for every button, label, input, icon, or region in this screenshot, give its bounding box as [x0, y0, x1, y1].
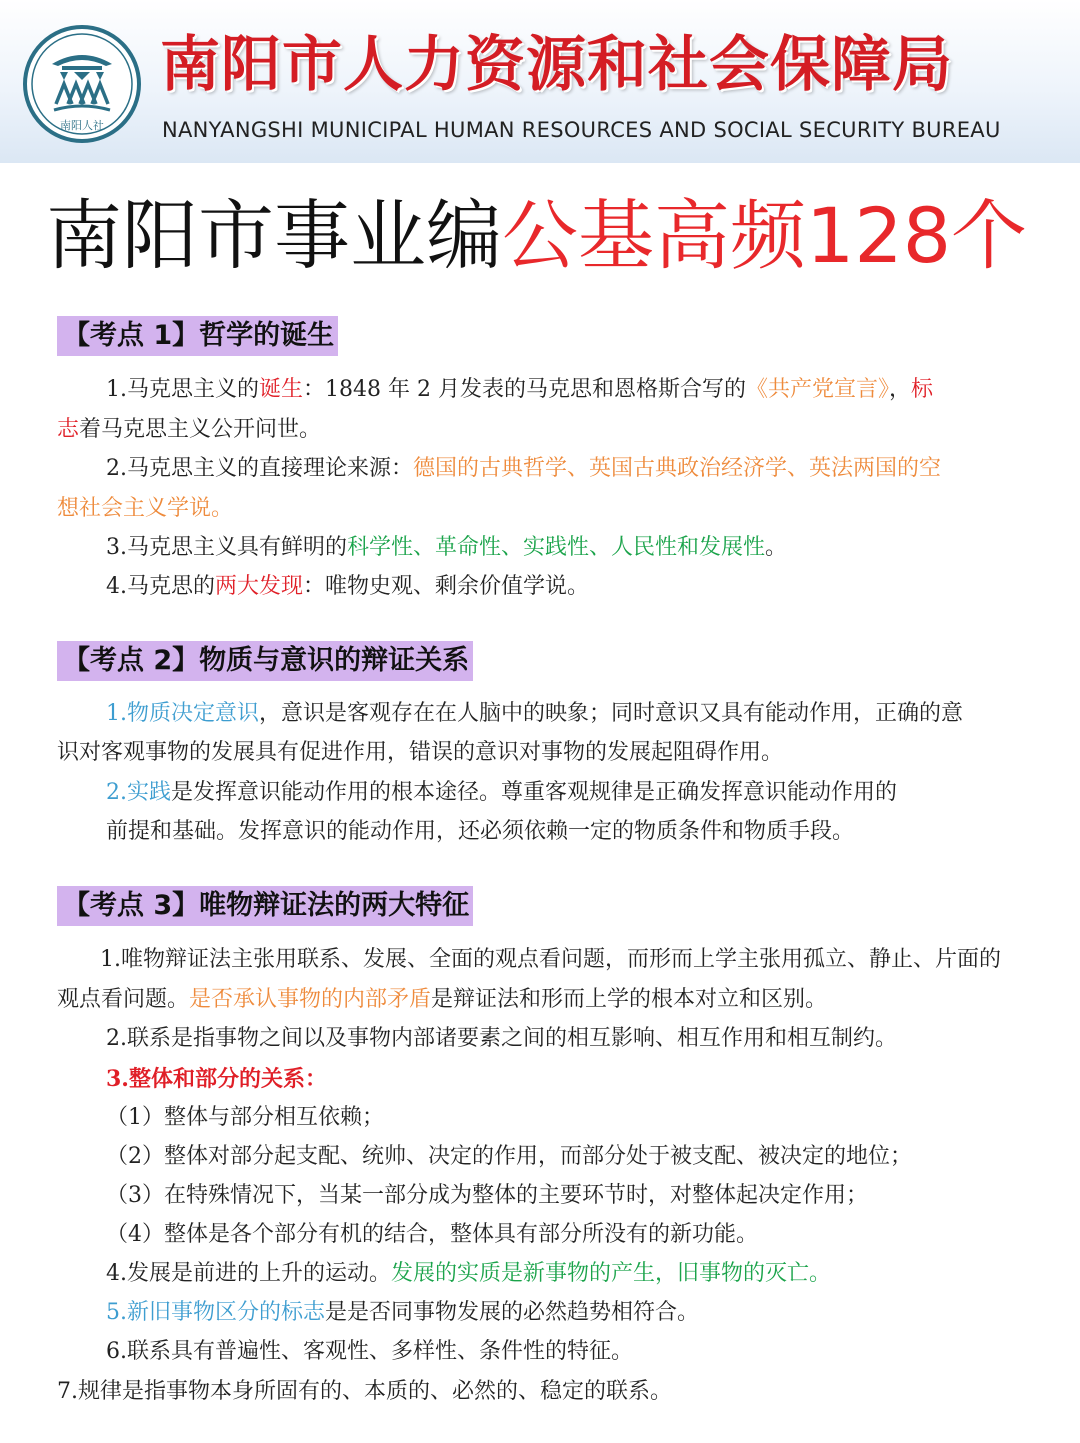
text-line: 3.整体和部分的关系：: [106, 1066, 327, 1092]
highlight-blue: 1.物质决定意识: [106, 701, 259, 726]
highlight-red: 诞生: [259, 377, 304, 402]
text-line: 1.唯物辩证法主张用联系、发展、全面的观点看问题，而形而上学主张用孤立、静止、片面的: [100, 947, 1001, 972]
title-part-black: 南阳市事业编: [46, 191, 502, 280]
text-line: 识对客观事物的发展具有促进作用，错误的意识对事物的发展起阻碍作用。: [57, 740, 784, 765]
text-line: [106, 699, 963, 729]
text-line: （3）在特殊情况下，当某一部分成为整体的主要环节时，对整体起决定作用；: [106, 1183, 868, 1208]
highlight-orange: 德国的古典哲学、英国古典政治经济学、英法两国的空: [413, 456, 942, 481]
section-heading-1: 【考点 1】哲学的诞生: [57, 316, 338, 356]
text-run: 着马克思主义公开问世。: [79, 417, 322, 442]
text-run: 4.马克思的: [106, 574, 215, 599]
highlight-blue: 2.实践: [106, 780, 171, 805]
text-line: （1）整体与部分相互依赖；: [106, 1105, 384, 1130]
text-line: 前提和基础。发挥意识的能动作用，还必须依赖一定的物质条件和物质手段。: [106, 819, 855, 844]
text-line: 7.规律是指事物本身所固有的、本质的、必然的、稳定的联系。: [57, 1379, 672, 1404]
highlight-orange: 是否承认事物的内部矛盾: [189, 987, 432, 1012]
text-line: [106, 533, 787, 563]
org-name-cn: 南阳市人力资源和社会保障局: [160, 30, 953, 100]
highlight-green: 科学性、革命性、实践性、人民性和发展性: [347, 535, 766, 560]
text-line: [106, 572, 589, 602]
text-run: 1.马克思主义的: [106, 377, 259, 402]
text-line: [57, 985, 827, 1015]
text-line: （4）整体是各个部分有机的结合，整体具有部分所没有的新功能。: [106, 1222, 758, 1247]
text-run: 是辩证法和形而上学的根本对立和区别。: [431, 987, 828, 1012]
text-line: [106, 778, 897, 808]
text-line: [106, 1298, 699, 1328]
text-run: 4.发展是前进的上升的运动。: [106, 1261, 391, 1286]
highlight-red: 两大发现: [215, 574, 304, 599]
text-run: 是是否同事物发展的必然趋势相符合。: [325, 1300, 700, 1325]
text-run: ：1848 年 2 月发表的马克思和恩格斯合写的: [303, 377, 746, 402]
text-run: ，: [889, 377, 912, 402]
section-heading-2: 【考点 2】物质与意识的辩证关系: [57, 641, 473, 681]
highlight-blue: 5.新旧事物区分的标志: [106, 1300, 325, 1325]
page-title: [46, 186, 1027, 286]
text-run: 。: [765, 535, 788, 560]
highlight-red: 标: [911, 377, 934, 402]
logo-caption: 南阳人社: [60, 119, 104, 132]
highlight-orange: 《共产党宣言》: [745, 377, 889, 402]
bureau-logo-icon: [22, 24, 142, 144]
title-part-red: 公基高频128个: [502, 191, 1028, 280]
text-line: 6.联系具有普遍性、客观性、多样性、条件性的特征。: [106, 1339, 633, 1364]
text-run: 3.马克思主义具有鲜明的: [106, 535, 347, 560]
text-run: 2.马克思主义的直接理论来源：: [106, 456, 413, 481]
text-line: [106, 1259, 831, 1289]
text-run: 观点看问题。: [57, 987, 190, 1012]
text-line: 2.联系是指事物之间以及事物内部诸要素之间的相互影响、相互作用和相互制约。: [106, 1026, 897, 1051]
highlight-green: 发展的实质是新事物的产生，旧事物的灭亡。: [391, 1261, 832, 1286]
highlight-red: 志: [57, 417, 80, 442]
header-banner: [0, 0, 1080, 163]
section-heading-3: 【考点 3】唯物辩证法的两大特征: [57, 886, 473, 926]
org-name-en: NANYANGSHI MUNICIPAL HUMAN RESOURCES AND SOCIAL SECURITY BUREAU: [162, 118, 1001, 142]
text-line: 想社会主义学说。: [57, 496, 234, 521]
text-run: ：唯物史观、剩余价值学说。: [303, 574, 590, 599]
text-line: （2）整体对部分起支配、统帅、决定的作用，而部分处于被支配、被决定的地位；: [106, 1144, 912, 1169]
text-line: [106, 454, 941, 484]
text-run: 是发挥意识能动作用的根本途径。尊重客观规律是正确发挥意识能动作用的: [171, 780, 898, 805]
text-line: [57, 415, 321, 445]
text-line: [106, 375, 933, 405]
text-run: ，意识是客观存在在人脑中的映象；同时意识又具有能动作用，正确的意: [259, 701, 964, 726]
